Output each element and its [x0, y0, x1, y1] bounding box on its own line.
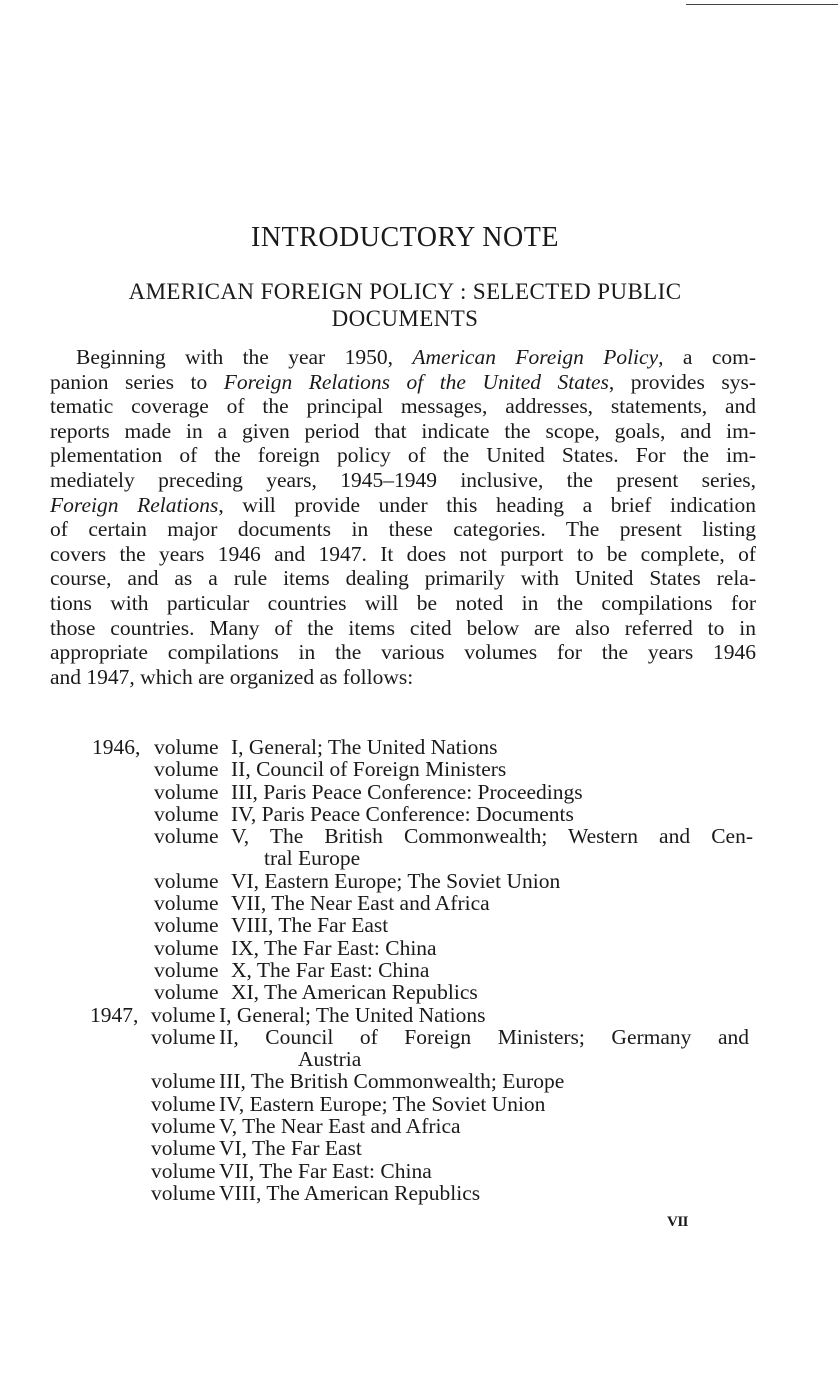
- volume-row: [0, 959, 838, 981]
- volume-description: V, The Near East and Africa: [219, 1114, 461, 1139]
- volume-label: volume: [151, 1002, 216, 1027]
- text-run: , a com-: [658, 345, 756, 369]
- paragraph-line: those countries. Many of the items cited below are also referred to in: [50, 615, 756, 640]
- volume-description: X, The Far East: China: [231, 957, 430, 982]
- italic-title: Foreign Relations: [50, 492, 219, 517]
- volume-row: [0, 1137, 838, 1159]
- volume-description: tral Europe: [264, 846, 361, 871]
- text-run: Beginning with the year 1950,: [76, 345, 413, 369]
- subtitle-line-2: DOCUMENTS: [331, 306, 479, 331]
- volume-description: II, Council of Foreign Ministers: [231, 757, 507, 782]
- volume-description: III, Paris Peace Conference: Proceedings: [231, 779, 583, 804]
- paragraph-line: appropriate compilations in the various volumes for the years 1946: [50, 640, 756, 665]
- intro-paragraph: [50, 345, 756, 689]
- italic-title: American Foreign Policy: [412, 345, 659, 369]
- text-run: , provides sys-: [608, 369, 756, 394]
- section-subtitle: [0, 278, 810, 332]
- paragraph-line: reports made in a given period that indicate the scope, goals, and im-: [50, 418, 756, 443]
- volume-description: III, The British Commonwealth; Europe: [219, 1069, 565, 1094]
- page-number: VII: [667, 1214, 689, 1230]
- volume-row: [0, 736, 838, 758]
- volume-row: [0, 937, 838, 959]
- paragraph-line: [50, 345, 756, 370]
- paragraph-line: [50, 493, 756, 518]
- volume-label: volume: [154, 824, 219, 849]
- volume-row: [0, 1070, 838, 1092]
- volume-description: Austria: [298, 1047, 362, 1072]
- paragraph-line: plementation of the foreign policy of the United States. For the im-: [50, 443, 756, 468]
- volume-list: [0, 736, 838, 1204]
- volume-label: volume: [154, 735, 219, 759]
- paragraph-line: mediately preceding years, 1945–1949 inclusive, the present series,: [50, 467, 756, 492]
- volume-row: [0, 981, 838, 1003]
- volume-label: volume: [154, 801, 219, 826]
- paragraph-line: course, and as a rule items dealing primarily with United States rela-: [50, 566, 756, 591]
- subtitle-line-1: AMERICAN FOREIGN POLICY : SELECTED PUBLIC: [128, 279, 682, 304]
- volume-label: volume: [154, 757, 219, 782]
- volume-description: IV, Eastern Europe; The Soviet Union: [219, 1091, 546, 1116]
- paragraph-line: tematic coverage of the principal messages, addresses, statements, and: [50, 394, 756, 419]
- volume-label: volume: [151, 1136, 216, 1161]
- volume-label: volume: [154, 779, 219, 804]
- volume-label: volume: [154, 913, 219, 938]
- text-run: panion series to: [50, 369, 224, 394]
- italic-title: Foreign Relations of the United States: [223, 369, 609, 394]
- volume-description: VIII, The American Republics: [219, 1180, 481, 1205]
- volume-description: II, Council of Foreign Ministers; Germany and: [219, 1024, 749, 1049]
- volume-label: volume: [151, 1024, 216, 1049]
- page-title: INTRODUCTORY NOTE: [251, 222, 559, 253]
- volume-description: I, General; The United Nations: [219, 1002, 486, 1027]
- volume-row: [0, 1093, 838, 1115]
- volume-description: VI, The Far East: [219, 1136, 362, 1161]
- volume-row: [0, 781, 838, 803]
- text-run: , will provide under this heading a brief indication: [218, 492, 756, 517]
- volume-label: volume: [154, 891, 219, 916]
- paragraph-line: covers the years 1946 and 1947. It does not purport to be complete, of: [50, 541, 756, 566]
- volume-label: volume: [151, 1091, 216, 1116]
- volume-description: VII, The Near East and Africa: [231, 891, 490, 916]
- volume-label: volume: [154, 868, 219, 893]
- volume-label: volume: [151, 1114, 216, 1139]
- year-label: 1947,: [90, 1002, 139, 1027]
- volume-label: volume: [154, 980, 219, 1005]
- volume-row-continuation: [0, 847, 838, 869]
- volume-row-continuation: [0, 1048, 838, 1070]
- volume-row: [0, 758, 838, 780]
- volume-row: [0, 803, 838, 825]
- volume-description: XI, The American Republics: [231, 980, 478, 1005]
- volume-description: VI, Eastern Europe; The Soviet Union: [231, 868, 561, 893]
- volume-row: [0, 892, 838, 914]
- paragraph-line: [50, 370, 756, 395]
- volume-description: V, The British Commonwealth; Western and Cen-: [231, 824, 753, 849]
- volume-description: IV, Paris Peace Conference: Documents: [231, 801, 574, 826]
- volume-label: volume: [151, 1180, 216, 1205]
- volume-row: [0, 1115, 838, 1137]
- volume-description: VII, The Far East: China: [219, 1158, 432, 1183]
- volume-label: volume: [154, 935, 219, 960]
- volume-row: [0, 825, 838, 847]
- volume-description: VIII, The Far East: [231, 913, 389, 938]
- paragraph-line: of certain major documents in these categories. The present listing: [50, 517, 756, 542]
- volume-label: volume: [151, 1069, 216, 1094]
- volume-row: [0, 1004, 838, 1026]
- top-rule: [686, 4, 838, 5]
- volume-row: [0, 1160, 838, 1182]
- volume-label: volume: [154, 957, 219, 982]
- volume-description: I, General; The United Nations: [231, 735, 498, 759]
- volume-label: volume: [151, 1158, 216, 1183]
- volume-description: IX, The Far East: China: [231, 935, 437, 960]
- year-label: 1946,: [92, 735, 141, 759]
- volume-row: [0, 870, 838, 892]
- paragraph-line: tions with particular countries will be noted in the compilations for: [50, 590, 756, 615]
- volume-row: [0, 914, 838, 936]
- volume-row: [0, 1182, 838, 1204]
- paragraph-line: and 1947, which are organized as follows:: [50, 664, 414, 689]
- volume-row: [0, 1026, 838, 1048]
